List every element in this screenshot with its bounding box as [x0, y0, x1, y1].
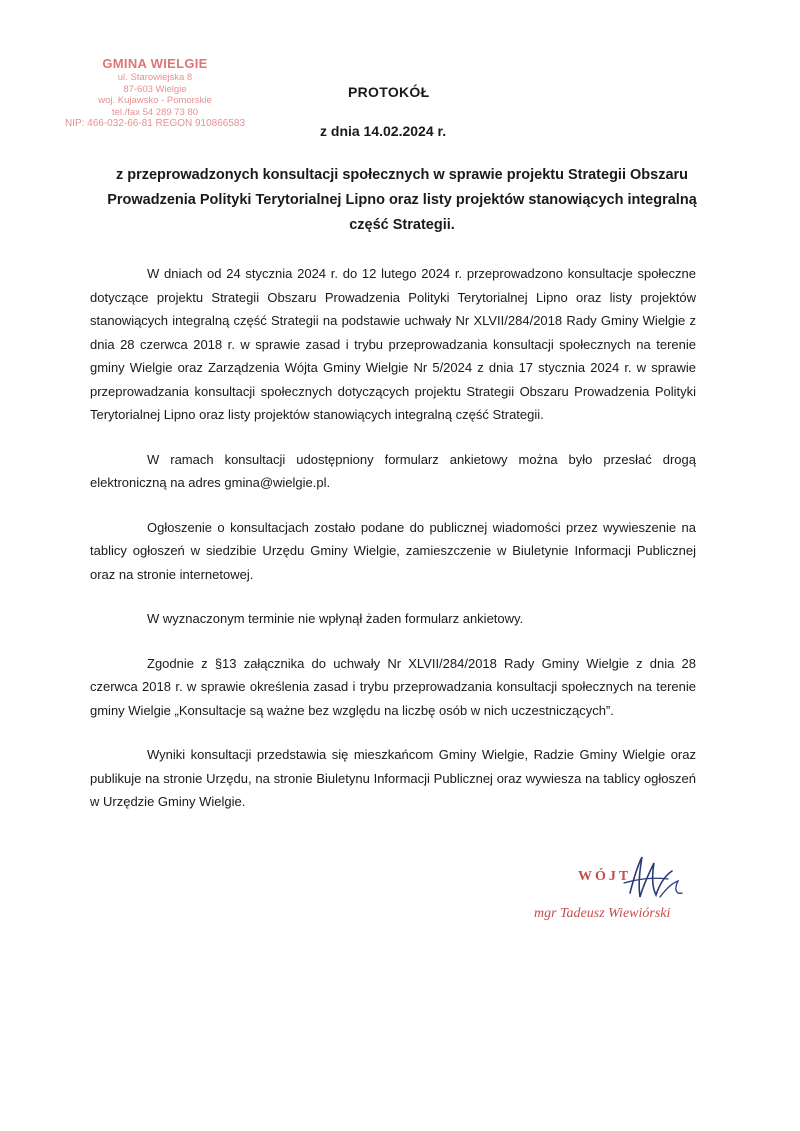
paragraph-consultation-period: W dniach od 24 stycznia 2024 r. do 12 lutego 2024 r. przeprowadzono konsultacje społeczne dotyczące projektu Strategii Obszaru Prowadzenia Polityki Terytorialnej Lipno oraz listy projektów stanowiących integralną część Strategii na podstawie uchwały Nr XLVII/284/2018 Rady Gminy Wielgie z dnia 28 czerwca 2018 r. w sprawie zasad i trybu przeprowadzania konsultacji społecznych na terenie gminy Wielgie oraz Zarządzenia Wójta Gminy Wielgie Nr 5/2024 z dnia 17 stycznia 2024 r. w sprawie przeprowadzania konsultacji społecznych dotyczących projektu Strategii Obszaru Prowadzenia Polityki Terytorialnej Lipno oraz listy projektów stanowiących integralną część Strategii. [90, 266, 696, 422]
document-body [90, 262, 696, 835]
stamp-street: ul. Starowiejska 8 [117, 72, 193, 83]
stamp-postal: 87-603 Wielgie [123, 83, 187, 95]
signature-role: WÓJT [578, 869, 632, 884]
stamp-voivodeship: woj. Kujawsko - Pomorskie [98, 95, 212, 106]
stamp-phone: tel./fax 54 289 73 80 [111, 106, 199, 118]
document-title: PROTOKÓŁ [348, 84, 430, 100]
document-date: z dnia 14.02.2024 r. [320, 123, 447, 139]
paragraph-form-submission: W ramach konsultacji udostępniony formularz ankietowy można było przesłać drogą elektroniczną na adres gmina@wielgie.pl. [90, 451, 696, 490]
signature-name: mgr Tadeusz Wiewiórski [534, 906, 671, 921]
paragraph-announcement: Ogłoszenie o konsultacjach zostało podane do publicznej wiadomości przez wywieszenie na tablicy ogłoszeń w siedzibie Urzędu Gminy Wielgie, zamieszczenie w Biuletynie Informacji Publicznej oraz na stronie internetowej. [90, 519, 696, 582]
office-stamp [48, 56, 262, 130]
stamp-office-name: GMINA WIELGIE [102, 56, 208, 71]
handwritten-signature [616, 853, 696, 908]
paragraph-results: Wyniki konsultacji przedstawia się mieszkańcom Gminy Wielgie, Radzie Gminy Wielgie oraz publikuje na stronie Urzędu, na stronie Biuletynu Informacji Publicznej oraz wywiesza na tablicy ogłoszeń w Urzędzie Gminy Wielgie. [90, 747, 696, 809]
paragraph-legal-basis: Zgodnie z §13 załącznika do uchwały Nr XLVII/284/2018 Rady Gminy Wielgie z dnia 28 czerwca 2018 r. w sprawie określenia zasad i trybu przeprowadzania konsultacji społecznych na terenie gminy Wielgie „Konsultacje są ważne bez względu na liczbę osób w nich uczestniczących”. [90, 655, 696, 718]
document-subject: z przeprowadzonych konsultacji społecznych w sprawie projektu Strategii Obszaru Prowadzenia Polityki Terytorialnej Lipno oraz listy projektów stanowiących integralną część Strategii. [107, 167, 697, 233]
paragraph-no-forms: W wyznaczonym terminie nie wpłynął żaden formularz ankietowy. [147, 611, 524, 626]
stamp-nip-regon: NIP: 466-032-66-81 REGON 910866583 [64, 118, 246, 129]
signature-block [520, 853, 720, 943]
